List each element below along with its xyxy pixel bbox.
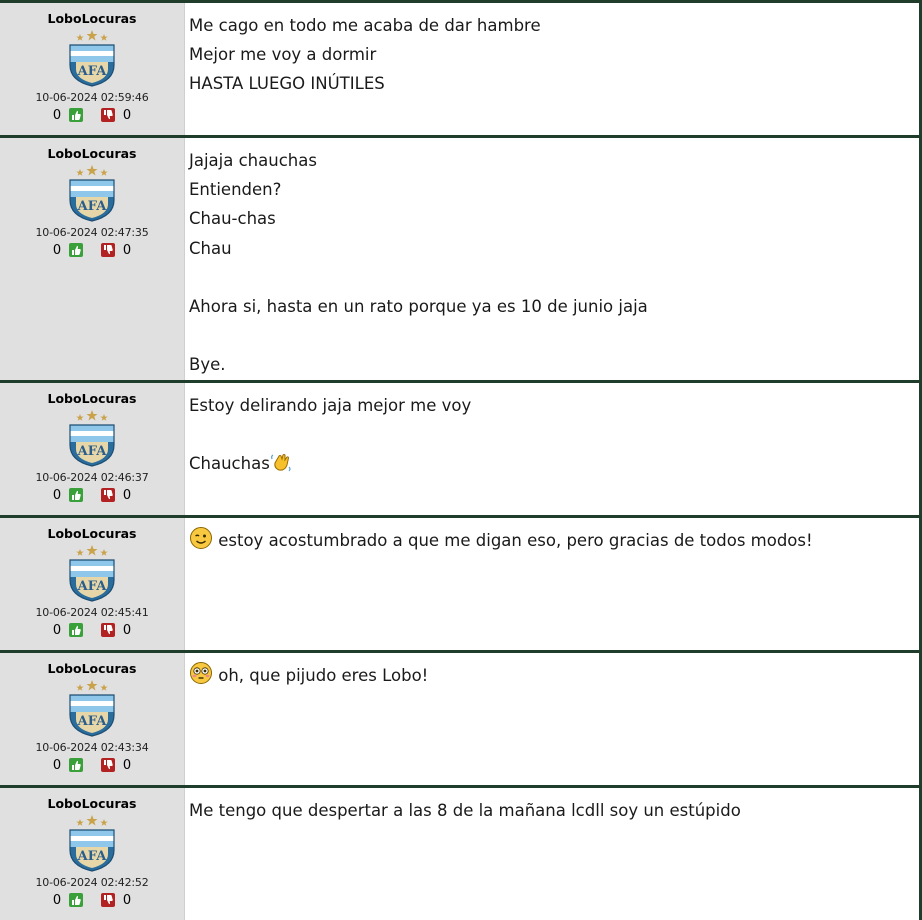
post (0, 135, 922, 380)
post-text-line (189, 449, 919, 482)
post-votes (51, 486, 133, 504)
afa-crest-icon[interactable] (64, 679, 120, 737)
thumbs-down-icon[interactable] (101, 488, 115, 502)
svg-text:AFA: AFA (77, 444, 107, 459)
post-text: estoy acostumbrado a que me digan eso, pero gracias de todos modos! (213, 531, 813, 550)
post (0, 0, 922, 135)
dislike-count: 0 (122, 107, 132, 123)
post-text-line: Jajaja chauchas (189, 151, 317, 170)
like-count: 0 (52, 892, 62, 908)
post-text-line: Chau-chas (189, 209, 276, 229)
post-author[interactable]: LoboLocuras (47, 661, 137, 676)
post-text-line (189, 526, 919, 559)
thumbs-down-icon[interactable] (101, 108, 115, 122)
thumbs-down-icon[interactable] (101, 893, 115, 907)
thumbs-up-icon[interactable] (69, 758, 83, 772)
post-votes (51, 756, 133, 774)
post-body (184, 518, 922, 650)
dislike-count: 0 (122, 242, 132, 258)
like-count: 0 (52, 487, 62, 503)
svg-text:AFA: AFA (77, 199, 107, 214)
post (0, 380, 922, 515)
afa-crest-icon[interactable] (64, 544, 120, 602)
like-count: 0 (52, 107, 62, 123)
post-timestamp: 10-06-2024 02:46:37 (35, 471, 149, 484)
like-count: 0 (52, 757, 62, 773)
post-text: Chauchas (189, 454, 270, 474)
post-votes (51, 621, 133, 639)
post-timestamp: 10-06-2024 02:45:41 (35, 606, 149, 619)
post (0, 785, 922, 920)
like-count: 0 (52, 242, 62, 258)
like-count: 0 (52, 622, 62, 638)
svg-text:AFA: AFA (77, 64, 107, 79)
post-body (184, 788, 922, 920)
thumbs-up-icon[interactable] (69, 108, 83, 122)
thumbs-down-icon[interactable] (101, 758, 115, 772)
post-text-line (189, 420, 919, 449)
svg-text:AFA: AFA (77, 714, 107, 729)
post-text-line: Bye. (189, 355, 226, 375)
post-timestamp: 10-06-2024 02:59:46 (35, 91, 149, 104)
post-text-line (189, 321, 919, 350)
post-sidebar (0, 138, 184, 380)
post-author[interactable]: LoboLocuras (47, 11, 137, 26)
waving-hand-emoji-icon (270, 451, 292, 482)
dislike-count: 0 (122, 487, 132, 503)
post-body (184, 138, 922, 380)
afa-crest-icon[interactable] (64, 814, 120, 872)
post-author[interactable]: LoboLocuras (47, 526, 137, 541)
flushed-face-emoji-icon (189, 661, 213, 694)
post-text-line (189, 661, 919, 694)
thumbs-up-icon[interactable] (69, 488, 83, 502)
thumbs-up-icon[interactable] (69, 623, 83, 637)
post-body (184, 653, 922, 785)
post-timestamp: 10-06-2024 02:42:52 (35, 876, 149, 889)
post-timestamp: 10-06-2024 02:43:34 (35, 741, 149, 754)
post-body (184, 383, 922, 515)
afa-crest-icon[interactable] (64, 29, 120, 87)
post (0, 515, 922, 650)
thumbs-up-icon[interactable] (69, 243, 83, 257)
winking-face-emoji-icon (189, 526, 213, 559)
post-text-line: HASTA LUEGO INÚTILES (189, 74, 385, 94)
post-author[interactable]: LoboLocuras (47, 796, 137, 811)
dislike-count: 0 (122, 622, 132, 638)
thumbs-down-icon[interactable] (101, 243, 115, 257)
post (0, 650, 922, 785)
post-sidebar (0, 383, 184, 515)
post-text-line: Entienden? (189, 180, 282, 200)
afa-crest-icon[interactable] (64, 409, 120, 467)
post-sidebar (0, 3, 184, 135)
dislike-count: 0 (122, 892, 132, 908)
post-votes (51, 106, 133, 124)
post-author[interactable]: LoboLocuras (47, 391, 137, 406)
post-text-line: Chau (189, 238, 232, 258)
post-timestamp: 10-06-2024 02:47:35 (35, 226, 149, 239)
post-text-line: Me cago en todo me acaba de dar hambre (189, 16, 541, 35)
svg-text:AFA: AFA (77, 579, 107, 594)
post-text-line: Mejor me voy a dormir (189, 45, 377, 65)
thumbs-up-icon[interactable] (69, 893, 83, 907)
svg-text:AFA: AFA (77, 849, 107, 864)
post-votes (51, 891, 133, 909)
afa-crest-icon[interactable] (64, 164, 120, 222)
post-text: oh, que pijudo eres Lobo! (213, 666, 429, 685)
post-text-line: Ahora si, hasta en un rato porque ya es 10 de junio jaja (189, 297, 648, 316)
post-author[interactable]: LoboLocuras (47, 146, 137, 161)
post-votes (51, 241, 133, 259)
post-sidebar (0, 788, 184, 920)
post-body (184, 3, 922, 135)
thumbs-down-icon[interactable] (101, 623, 115, 637)
post-sidebar (0, 518, 184, 650)
post-text-line: Me tengo que despertar a las 8 de la mañana lcdll soy un estúpido (189, 801, 741, 820)
post-sidebar (0, 653, 184, 785)
post-text-line: Estoy delirando jaja mejor me voy (189, 396, 472, 415)
post-text-line (189, 263, 919, 292)
dislike-count: 0 (122, 757, 132, 773)
